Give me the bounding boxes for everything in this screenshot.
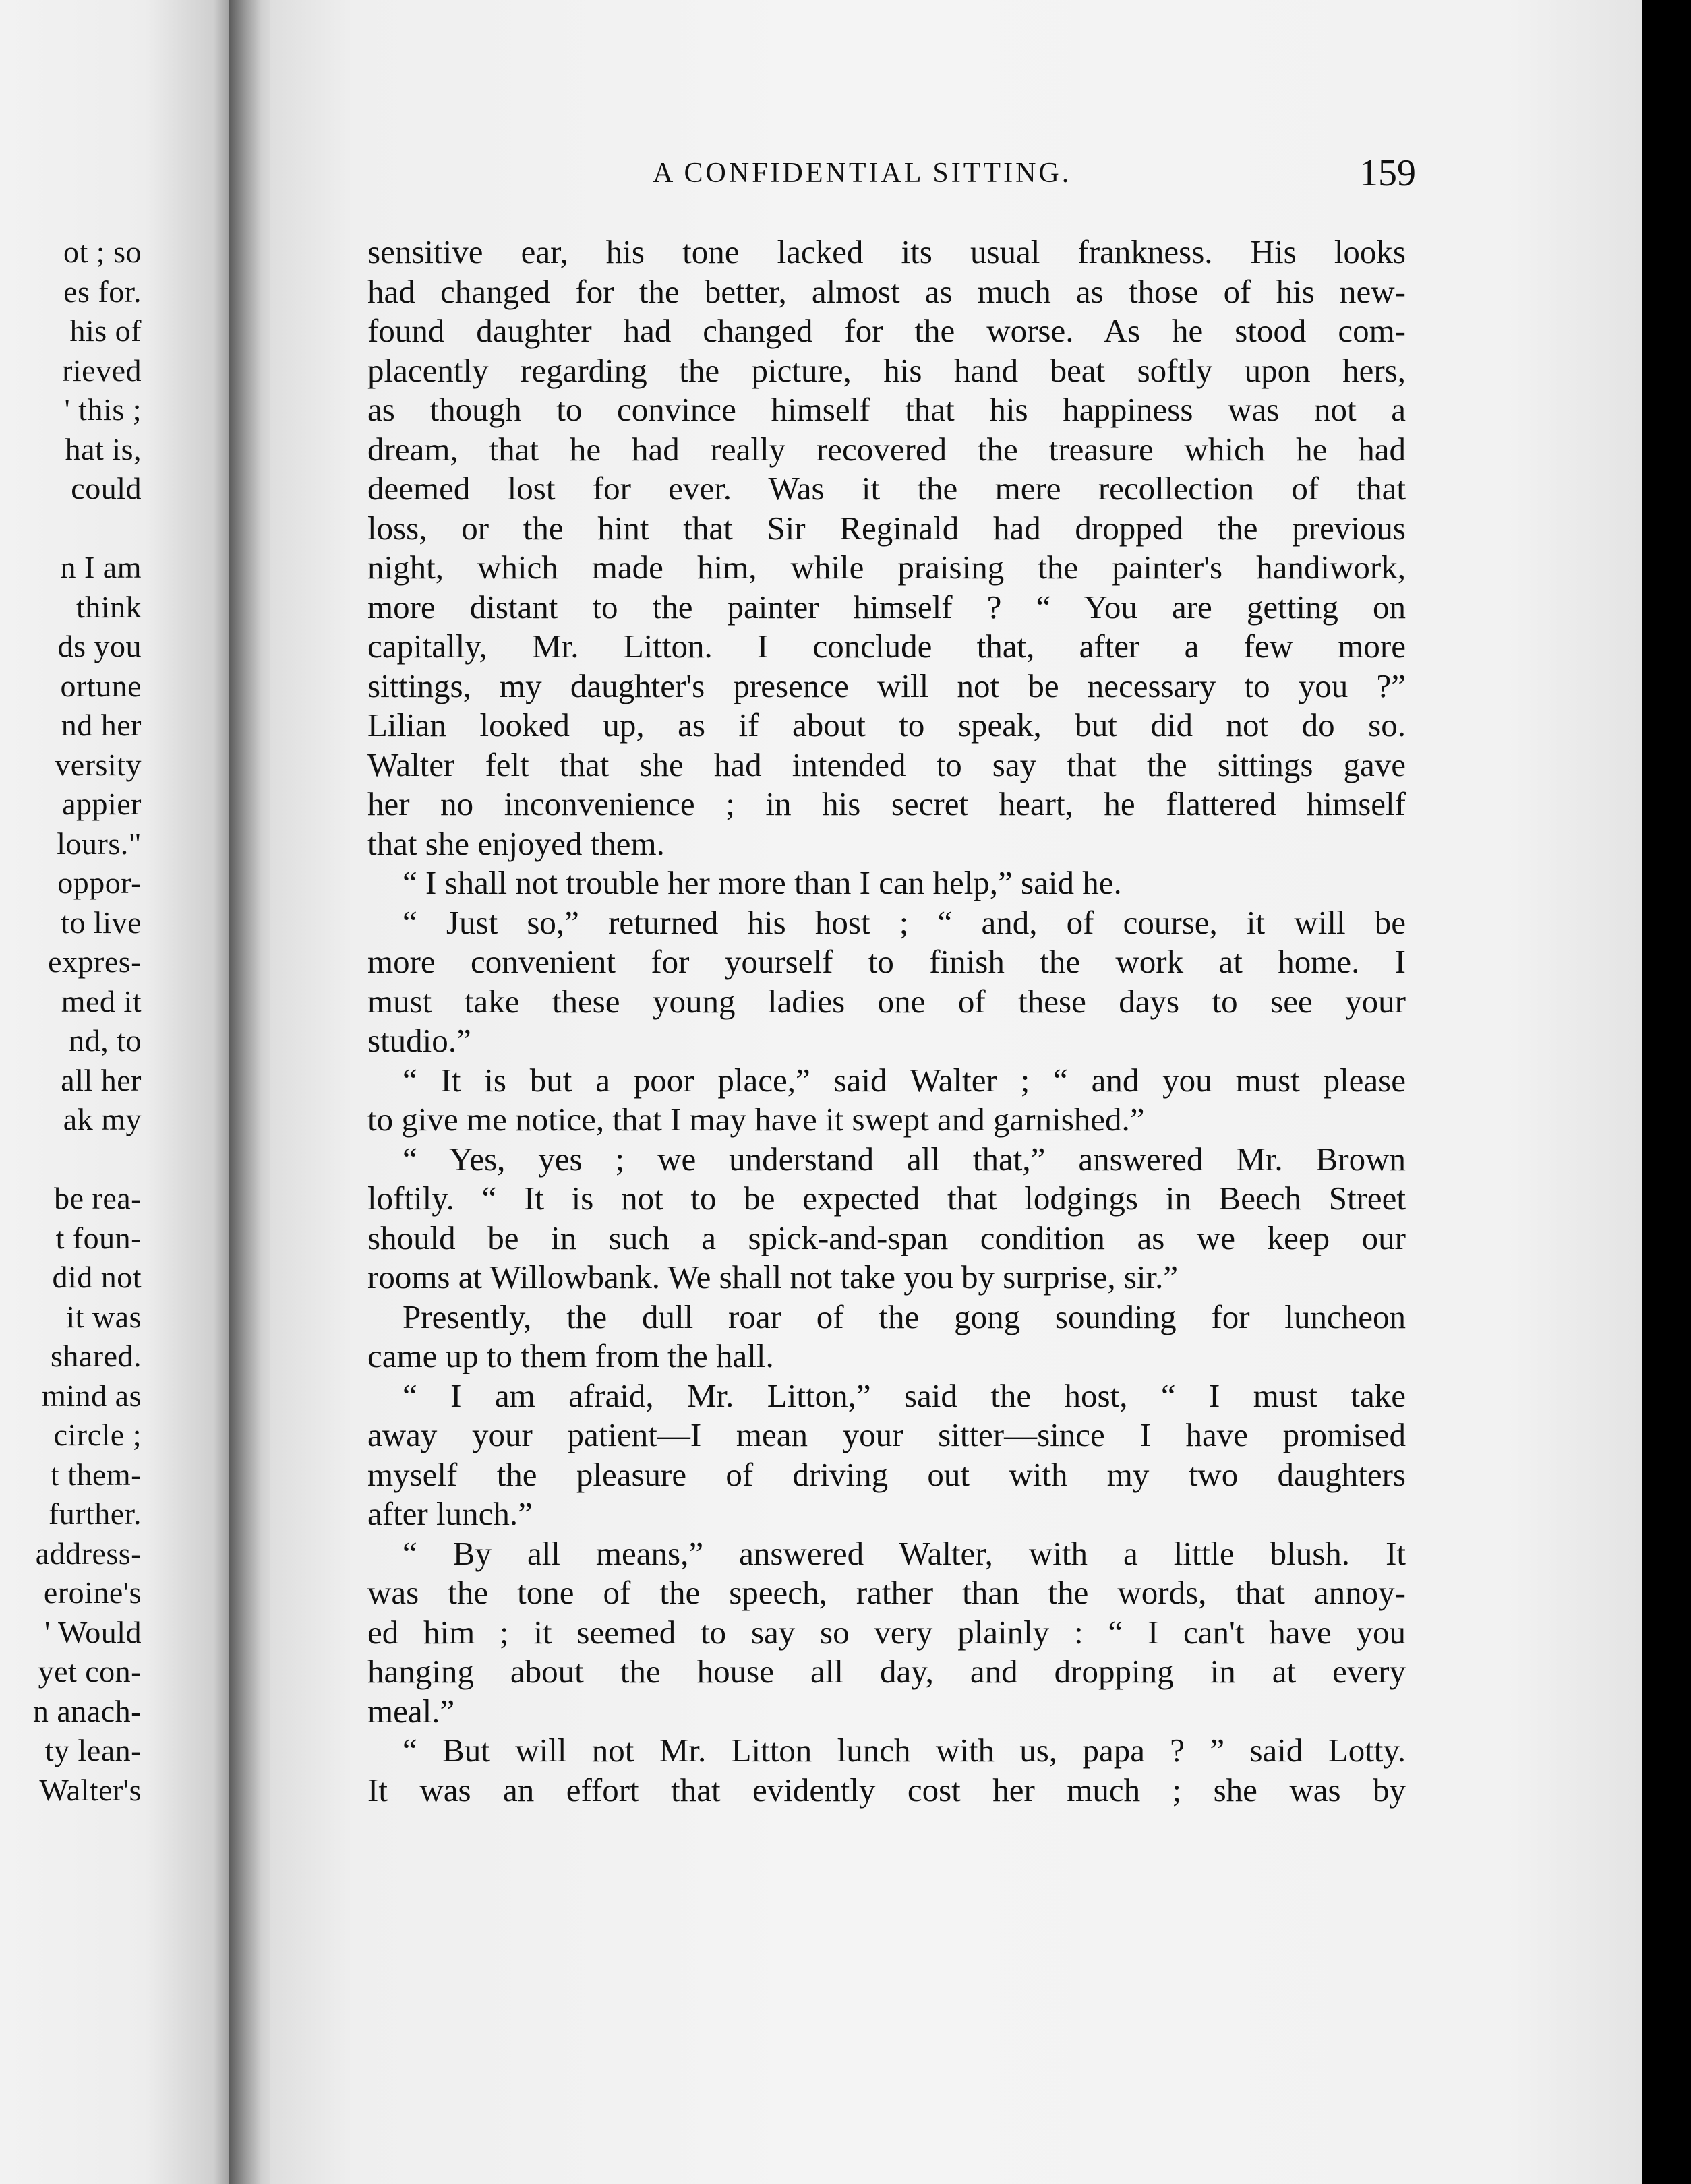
left-page-line: n I am bbox=[60, 550, 142, 584]
left-page-line: lours." bbox=[57, 826, 142, 861]
text-line: found daughter had changed for the worse. As he stood com- bbox=[367, 312, 1406, 349]
left-page-line: appier bbox=[62, 787, 142, 821]
text-line: sittings, my daughter's presence will not be necessary to you ?” bbox=[367, 667, 1406, 704]
text-line: was the tone of the speech, rather than the words, that annoy- bbox=[367, 1574, 1406, 1611]
left-page-line: address- bbox=[35, 1536, 142, 1571]
text-line: sensitive ear, his tone lacked its usual frankness. His looks bbox=[367, 233, 1406, 270]
left-page-line: think bbox=[76, 589, 142, 624]
text-line: away your patient—I mean your sitter—since I have promised bbox=[367, 1416, 1406, 1453]
left-page-line: t foun- bbox=[55, 1220, 142, 1255]
text-line: placently regarding the picture, his hand beat softly upon hers, bbox=[367, 351, 1406, 389]
left-page-line: it was bbox=[66, 1299, 142, 1334]
left-page-line: hat is, bbox=[65, 431, 142, 466]
left-page-line: ortune bbox=[60, 668, 142, 703]
text-line: “ It is but a poor place,” said Walter ; “ and you must please bbox=[403, 1061, 1406, 1099]
left-page-line: versity bbox=[55, 747, 142, 782]
left-page-line: ' Would bbox=[44, 1614, 142, 1649]
left-page-line: all her bbox=[61, 1062, 142, 1097]
running-title: A CONFIDENTIAL SITTING. bbox=[653, 158, 1072, 189]
text-line: ed him ; it seemed to say so very plainly : “ I can't have you bbox=[367, 1613, 1406, 1651]
text-line: “ I am afraid, Mr. Litton,” said the host, “ I must take bbox=[403, 1376, 1406, 1414]
text-line: myself the pleasure of driving out with my two daughters bbox=[367, 1455, 1406, 1493]
text-line: meal.” bbox=[367, 1692, 455, 1730]
text-line: came up to them from the hall. bbox=[367, 1337, 774, 1374]
left-page-line: ak my bbox=[63, 1102, 142, 1136]
text-line: loftily. “ It is not to be expected that lodgings in Beech Street bbox=[367, 1180, 1406, 1217]
page-edge bbox=[1642, 0, 1691, 2184]
running-head bbox=[378, 152, 1416, 199]
left-page-line: mind as bbox=[42, 1378, 142, 1413]
text-line: that she enjoyed them. bbox=[367, 824, 665, 862]
text-line: her no inconvenience ; in his secret heart, he flattered himself bbox=[367, 785, 1406, 822]
text-line: Presently, the dull roar of the gong sounding for luncheon bbox=[403, 1298, 1406, 1335]
text-line: “ By all means,” answered Walter, with a little blush. It bbox=[403, 1534, 1406, 1572]
left-page-line: nd, to bbox=[69, 1023, 142, 1058]
left-page-line: nd her bbox=[61, 708, 142, 742]
left-page-line: eroine's bbox=[43, 1575, 142, 1610]
left-page-line: to live bbox=[61, 905, 142, 940]
left-page-fragment bbox=[0, 0, 243, 2184]
text-line: had changed for the better, almost as much as those of his new- bbox=[367, 272, 1406, 310]
left-page-line: Walter's bbox=[39, 1772, 142, 1807]
left-page-line: es for. bbox=[63, 274, 142, 309]
text-line: “ But will not Mr. Litton lunch with us, papa ? ” said Lotty. bbox=[403, 1732, 1406, 1769]
page-number: 159 bbox=[1359, 152, 1416, 194]
text-line: Walter felt that she had intended to say that the sittings gave bbox=[367, 746, 1406, 783]
text-line: “ I shall not trouble her more than I can help,” said he. bbox=[403, 864, 1122, 901]
text-line: more convenient for yourself to finish the work at home. I bbox=[367, 943, 1406, 980]
text-line: loss, or the hint that Sir Reginald had dropped the previous bbox=[367, 509, 1406, 547]
text-line: deemed lost for ever. Was it the mere recollection of that bbox=[367, 470, 1406, 507]
text-line: as though to convince himself that his happiness was not a bbox=[367, 391, 1406, 428]
text-line: dream, that he had really recovered the treasure which he had bbox=[367, 430, 1406, 468]
left-page-line: ' this ; bbox=[64, 392, 142, 427]
left-page-line: n anach- bbox=[32, 1693, 142, 1728]
text-line: “ Yes, yes ; we understand all that,” answered Mr. Brown bbox=[403, 1140, 1406, 1178]
text-line: Lilian looked up, as if about to speak, but did not do so. bbox=[367, 706, 1406, 744]
left-page-line: yet con- bbox=[38, 1654, 142, 1689]
text-line: “ Just so,” returned his host ; “ and, of course, it will be bbox=[403, 903, 1406, 941]
text-line: hanging about the house all day, and dropping in at every bbox=[367, 1653, 1406, 1690]
text-line: It was an effort that evidently cost her much ; she was by bbox=[367, 1771, 1406, 1809]
left-page-line: ds you bbox=[57, 629, 142, 663]
left-page-line: his of bbox=[69, 313, 142, 348]
text-line: studio.” bbox=[367, 1022, 471, 1059]
left-page-line: could bbox=[71, 471, 142, 506]
text-line: capitally, Mr. Litton. I conclude that, after a few more bbox=[367, 628, 1406, 665]
left-page-line: be rea- bbox=[54, 1181, 142, 1215]
body-text bbox=[367, 233, 1406, 1810]
text-line: night, which made him, while praising the painter's handiwork, bbox=[367, 549, 1406, 586]
left-page-line: expres- bbox=[48, 944, 142, 979]
text-line: more distant to the painter himself ? “ You are getting on bbox=[367, 588, 1406, 626]
text-line: should be in such a spick-and-span condition as we keep our bbox=[367, 1219, 1406, 1256]
left-page-line: med it bbox=[61, 983, 142, 1019]
left-page-line: shared. bbox=[50, 1339, 142, 1373]
left-page-line: rieved bbox=[62, 353, 142, 388]
left-page-line: did not bbox=[52, 1260, 142, 1294]
left-page-line: t them- bbox=[50, 1457, 142, 1492]
left-page-line: ty lean- bbox=[44, 1733, 142, 1767]
text-line: to give me notice, that I may have it swept and garnished.” bbox=[367, 1101, 1145, 1138]
text-line: after lunch.” bbox=[367, 1495, 533, 1532]
left-page-line: oppor- bbox=[57, 866, 142, 900]
left-page-line: circle ; bbox=[53, 1418, 142, 1452]
text-line: must take these young ladies one of these days to see your bbox=[367, 982, 1406, 1020]
text-line: rooms at Willowbank. We shall not take you by surprise, sir.” bbox=[367, 1258, 1179, 1296]
left-page-line: further. bbox=[48, 1496, 142, 1531]
left-page-line: ot ; so bbox=[63, 235, 142, 269]
